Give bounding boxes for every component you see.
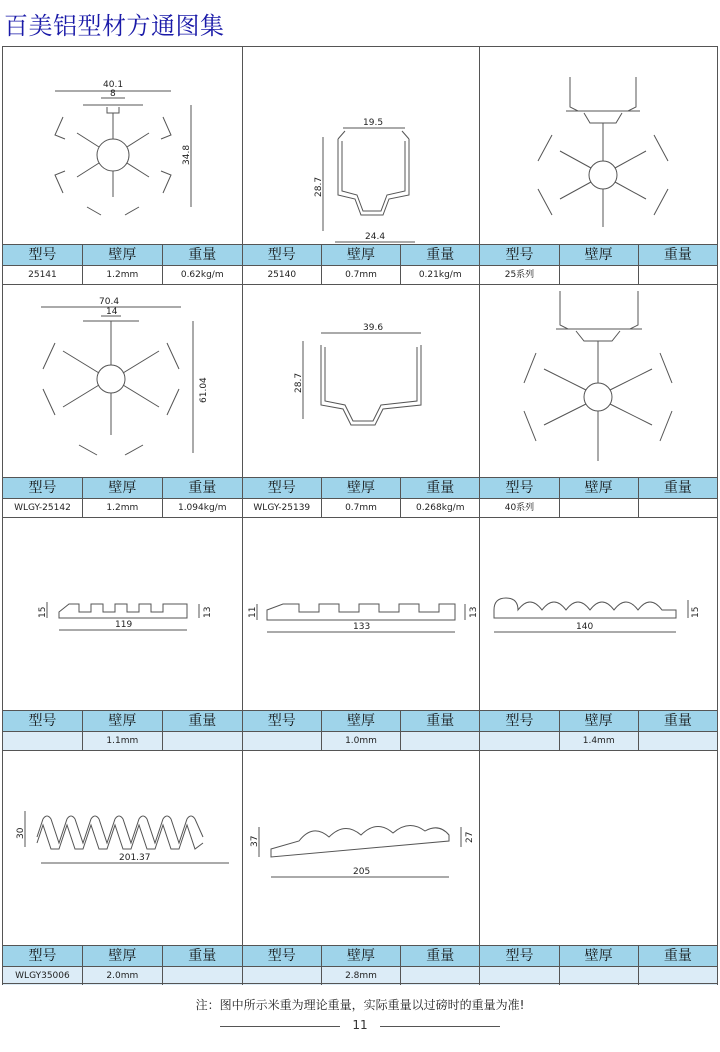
model-value: [480, 732, 559, 750]
dim-label: 140: [576, 622, 594, 632]
catalog-cell: [3, 517, 243, 750]
weight-header: 重量: [426, 480, 455, 496]
thickness-header: 壁厚: [560, 245, 639, 265]
dim-label: 24.4: [364, 232, 385, 242]
spec-header: [3, 710, 242, 731]
catalog-cell: [3, 750, 243, 985]
dim-label: 19.5: [362, 118, 383, 128]
spec-header: [480, 477, 717, 498]
dim-label: 13: [203, 606, 213, 618]
model-header: 型号: [243, 711, 322, 731]
thickness-value: 0.7mm: [322, 266, 401, 284]
weight-value: 0.268kg/m: [415, 503, 465, 513]
profile-drawing: [243, 750, 480, 945]
model-header: 型号: [243, 245, 322, 265]
catalog-cell: [480, 284, 718, 517]
spec-header: [243, 710, 480, 731]
model-value: 40系列: [480, 499, 559, 517]
hex-tube-profile-drawing: [3, 285, 242, 477]
u-channel-profile-drawing: [243, 285, 480, 477]
weight-value: 0.62kg/m: [180, 270, 224, 280]
deep-wave-profile-drawing: [3, 751, 242, 945]
profile-drawing: [480, 750, 717, 945]
dim-label: 40.1: [103, 80, 124, 90]
catalog-cell: [3, 284, 243, 517]
arc-panel-profile-drawing: [243, 751, 480, 945]
catalog-cell: [480, 46, 718, 284]
thickness-header: 壁厚: [83, 245, 163, 265]
model-header: 型号: [480, 478, 559, 498]
thickness-value: 1.2mm: [83, 266, 163, 284]
dim-label: 13: [468, 606, 479, 618]
model-header: 型号: [480, 946, 559, 966]
thickness-header: 壁厚: [83, 478, 163, 498]
profile-drawing: [243, 46, 480, 244]
dim-label: 39.6: [362, 323, 383, 333]
spec-values: [480, 498, 717, 517]
dim-label: 15: [691, 606, 702, 618]
spec-header: [243, 945, 480, 966]
dim-label: 8: [110, 89, 116, 99]
spec-values: [480, 731, 717, 750]
spec-values: [3, 265, 242, 284]
catalog-cell: [243, 750, 481, 985]
thickness-header: 壁厚: [322, 245, 401, 265]
catalog-cell: [243, 46, 481, 284]
weight-value: 1.094kg/m: [177, 503, 227, 513]
thickness-value: [560, 499, 639, 517]
spec-header: [3, 945, 242, 966]
spec-values: [3, 731, 242, 750]
catalog-row: [2, 517, 718, 750]
model-header: 型号: [3, 711, 83, 731]
u-channel-profile-drawing: [243, 47, 480, 244]
thickness-value: 1.0mm: [322, 732, 401, 750]
dim-label: 119: [115, 620, 133, 630]
spec-header: [480, 244, 717, 265]
thickness-value: 2.0mm: [83, 967, 163, 985]
thickness-header: 壁厚: [322, 711, 401, 731]
spec-header: [243, 477, 480, 498]
thickness-value: 0.7mm: [322, 499, 401, 517]
dim-label: 201.37: [119, 853, 151, 863]
weight-value: [639, 732, 717, 750]
thickness-value: 1.2mm: [83, 499, 163, 517]
profile-drawing: [3, 517, 242, 710]
weight-value: [639, 266, 717, 284]
weight-header: 重量: [426, 713, 455, 729]
thickness-header: 壁厚: [560, 711, 639, 731]
spec-header: [3, 477, 242, 498]
spec-values: [480, 265, 717, 284]
weight-header: 重量: [188, 713, 217, 729]
model-header: 型号: [3, 245, 83, 265]
model-value: WLGY35006: [3, 967, 83, 985]
dim-label: 205: [352, 867, 370, 877]
spec-header: [480, 710, 717, 731]
model-value: [3, 732, 83, 750]
weight-header: 重量: [663, 948, 692, 964]
dim-label: 14: [106, 307, 118, 317]
arc-panel-profile-drawing: [480, 518, 717, 710]
series-assembly-drawing: [480, 285, 717, 477]
weight-header: 重量: [188, 480, 217, 496]
series-assembly-drawing: [480, 47, 717, 244]
weight-header: 重量: [188, 247, 217, 263]
catalog-row: [2, 750, 718, 985]
weight-value: [639, 499, 717, 517]
model-header: 型号: [243, 478, 322, 498]
dim-label: 133: [352, 622, 370, 632]
spec-header: [3, 244, 242, 265]
hex-tube-profile-drawing: [3, 47, 242, 244]
profile-drawing: [480, 46, 717, 244]
dim-label: 37: [249, 835, 260, 847]
thickness-value: 2.8mm: [322, 967, 401, 985]
page-number: 11: [352, 1018, 368, 1032]
dim-label: 61.04: [199, 377, 209, 403]
profile-drawing: [243, 517, 480, 710]
dim-label: 15: [38, 606, 48, 618]
model-value: WLGY-25142: [3, 499, 83, 517]
profile-drawing: [243, 284, 480, 477]
dim-label: 30: [16, 827, 26, 839]
weight-value: 0.21kg/m: [418, 270, 462, 280]
dim-label: 11: [247, 606, 258, 618]
spec-values: [243, 265, 480, 284]
catalog-cell: [3, 46, 243, 284]
catalog-cell: [243, 517, 481, 750]
dim-label: 34.8: [182, 144, 192, 165]
profile-drawing: [480, 284, 717, 477]
thickness-header: 壁厚: [322, 946, 401, 966]
weight-header: 重量: [426, 948, 455, 964]
model-value: [243, 732, 322, 750]
profile-drawing: [3, 284, 242, 477]
model-header: 型号: [480, 711, 559, 731]
spec-header: [243, 244, 480, 265]
thickness-header: 壁厚: [83, 711, 163, 731]
dim-label: 70.4: [99, 297, 120, 307]
thickness-header: 壁厚: [322, 478, 401, 498]
spec-values: [3, 498, 242, 517]
profile-drawing: [3, 46, 242, 244]
catalog-row: [2, 284, 718, 517]
footnote: 注：图中所示米重为理论重量，实际重量以过磅时的重量为准!: [195, 998, 525, 1012]
table-bottom-rule: [2, 983, 718, 984]
weight-value: [401, 732, 479, 750]
thickness-value: 1.4mm: [560, 732, 639, 750]
spec-values: [243, 731, 480, 750]
spec-values: [243, 498, 480, 517]
model-value: 25系列: [480, 266, 559, 284]
catalog-cell: [243, 284, 481, 517]
model-value: WLGY-25139: [243, 499, 322, 517]
page-title: 百美铝型材方通图集: [4, 12, 225, 40]
model-value: 25141: [3, 266, 83, 284]
catalog-row: [2, 46, 718, 284]
model-header: 型号: [3, 478, 83, 498]
spec-header: [480, 945, 717, 966]
weight-header: 重量: [663, 247, 692, 263]
weight-header: 重量: [188, 948, 217, 964]
model-header: 型号: [480, 245, 559, 265]
dim-label: 27: [464, 831, 475, 843]
wave-panel-profile-drawing: [3, 518, 242, 710]
weight-header: 重量: [663, 713, 692, 729]
weight-header: 重量: [426, 247, 455, 263]
profile-catalog-grid: [2, 46, 718, 985]
dim-label: 28.7: [293, 372, 304, 393]
catalog-cell: [480, 750, 718, 985]
model-value: 25140: [243, 266, 322, 284]
profile-drawing: [3, 750, 242, 945]
thickness-value: [560, 266, 639, 284]
model-header: 型号: [3, 946, 83, 966]
dim-label: 28.7: [313, 176, 324, 197]
thickness-value: 1.1mm: [83, 732, 163, 750]
weight-value: [163, 732, 242, 750]
wave-panel-profile-drawing: [243, 518, 480, 710]
thickness-header: 壁厚: [83, 946, 163, 966]
model-header: 型号: [243, 946, 322, 966]
thickness-header: 壁厚: [560, 946, 639, 966]
catalog-cell: [480, 517, 718, 750]
thickness-header: 壁厚: [560, 478, 639, 498]
profile-drawing: [480, 517, 717, 710]
weight-header: 重量: [663, 480, 692, 496]
